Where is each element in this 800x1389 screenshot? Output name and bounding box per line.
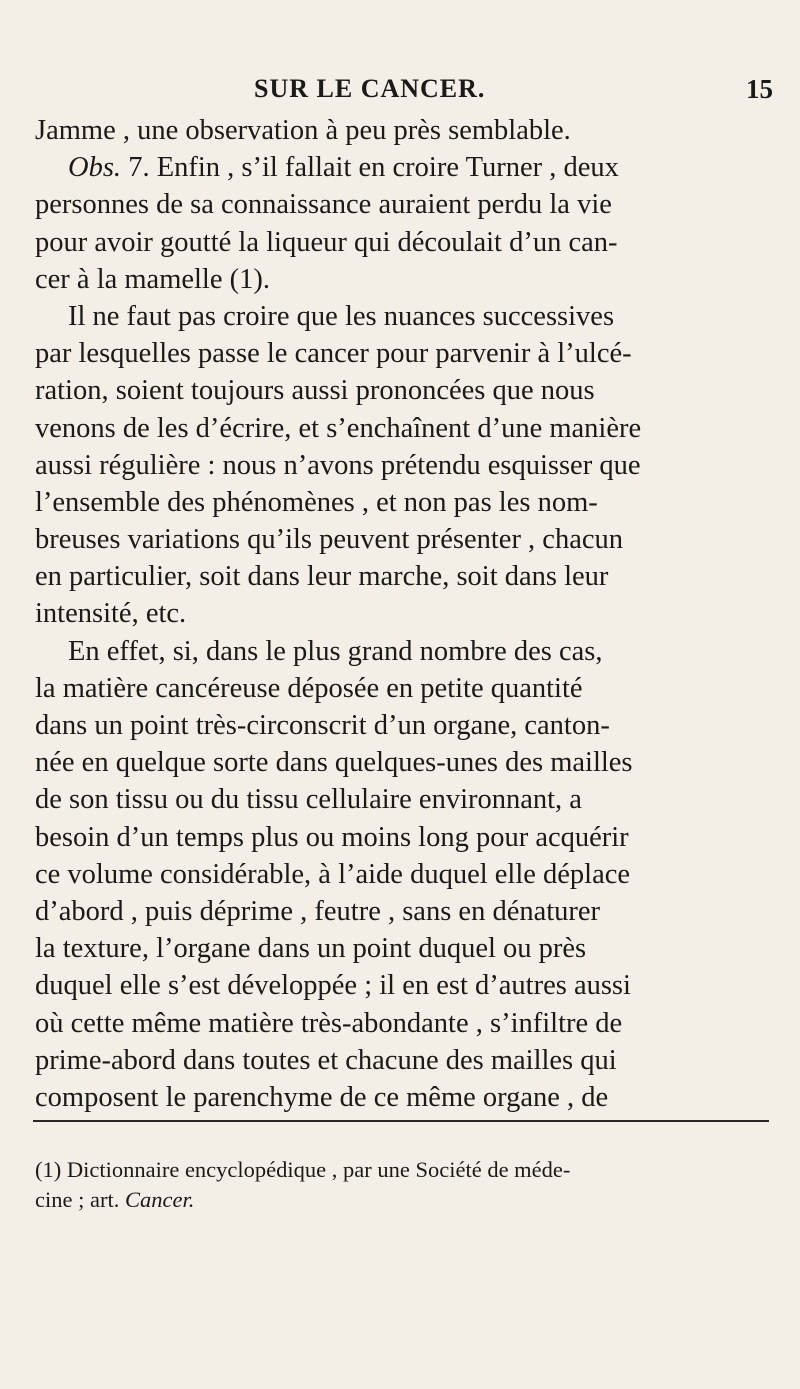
footnote-line: (1) Dictionnaire encyclopédique , par une Société de méde-	[35, 1157, 571, 1182]
text-line-observation	[35, 149, 619, 186]
running-title: SUR LE CANCER.	[254, 74, 486, 103]
observation-label: Obs.	[68, 152, 122, 184]
footnote	[35, 1155, 775, 1215]
footnote-line	[35, 1185, 775, 1215]
page-number: 15	[746, 74, 773, 104]
text-line: En effet, si, dans le plus grand nombre des cas,	[68, 635, 603, 667]
book-page: SUR LE CANCER. 15 Jamme , une observation à peu près semblable. Obs. 7. Enfin , s’il fallait en croire Turner , deux personnes de sa connaissance auraient perdu la vie pour avoir goutté la liqueur qui découlait d’un can- cer à la mamelle (1). Il ne faut pas croire que les nuances successives par lesquelles passe le cancer pour parvenir à l’ulcé- ration, soient toujours aussi prononcées que nous venons de les d’écrire, et s’enchaînent d’une manière aussi régulière : nous n’avons prétendu esquisser que l’ensemble des phénomènes , et non pas les nom- breuses variations qu’ils peuvent présenter , chacun en particulier, soit dans leur marche, soit dans leur intensité, etc. En effet, si, dans le plus grand nombre des cas, la matière cancéreuse déposée en petite quantité dans un point très-circonscrit d’un organe, canton- née en quelque sorte dans quelques-unes des mailles de son tissu ou du tissu cellulaire environnant, a besoin d’un temps plus ou moins long pour acquérir ce volume considérable, à l’aide duquel elle déplace d’abord , puis déprime , feutre , sans en dénaturer la texture, l’organe dans un point duquel ou près duquel elle s’est développée ; il en est d’autres aussi où cette même matière très-abondante , s’infiltre de prime-abord dans toutes et chacune des mailles qui composent le parenchyme de ce même organe , de (1) Dictionnaire encyclopédique , par une Société de méde- cine ; art. Cancer.	[0, 0, 800, 1389]
running-head	[0, 74, 800, 110]
footnote-article-title: Cancer.	[124, 1187, 195, 1212]
footnote-citation: cine ; art.	[35, 1187, 125, 1212]
footnote-divider	[33, 1120, 769, 1122]
observation-text: 7. Enfin , s’il fallait en croire Turner , deux	[121, 152, 619, 184]
text-line: Il ne faut pas croire que les nuances successives	[68, 300, 615, 332]
